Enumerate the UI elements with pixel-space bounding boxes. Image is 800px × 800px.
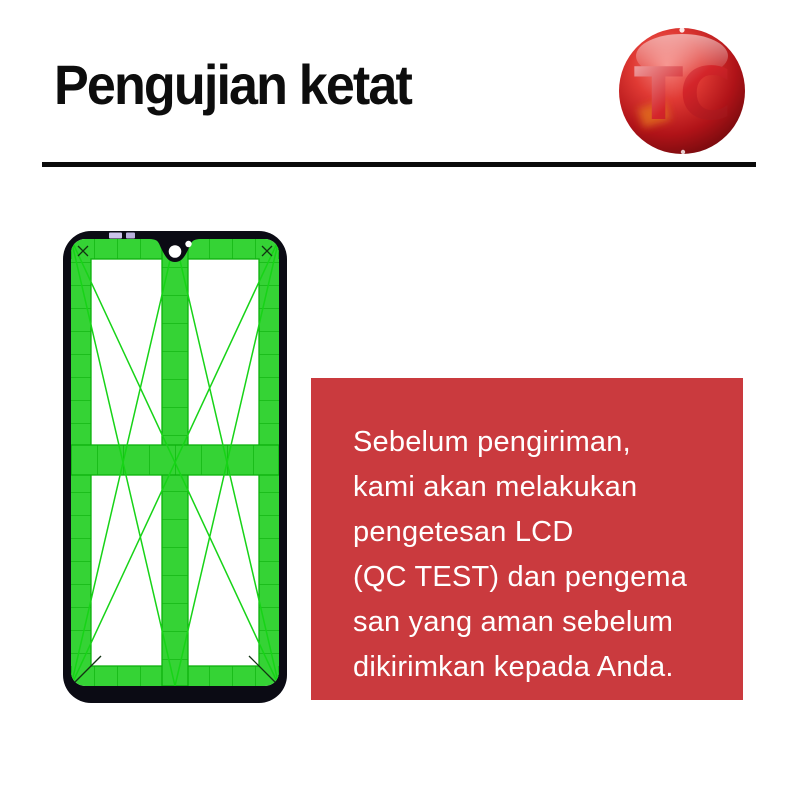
info-line: Sebelum pengiriman,: [353, 426, 631, 458]
info-line: kami akan melakukan: [353, 471, 638, 503]
title-divider: [42, 162, 756, 167]
phone-screen: [71, 239, 279, 686]
phone-lcd-test-image: [63, 231, 287, 703]
page-title: Pengujian ketat: [54, 53, 412, 116]
info-line: pengetesan LCD: [353, 516, 574, 548]
phone-flex-tab: [109, 233, 122, 239]
logo-text: TC: [634, 52, 728, 136]
camera-icon: [169, 245, 182, 258]
info-line: san yang aman sebelum: [353, 606, 674, 638]
tc-logo-icon: [616, 24, 748, 158]
info-line: (QC TEST) dan pengema: [353, 561, 688, 593]
sensor-dot-icon: [185, 241, 191, 247]
info-box: [311, 378, 743, 700]
phone-flex-tab: [126, 233, 135, 239]
info-line: dikirimkan kepada Anda.: [353, 651, 674, 683]
